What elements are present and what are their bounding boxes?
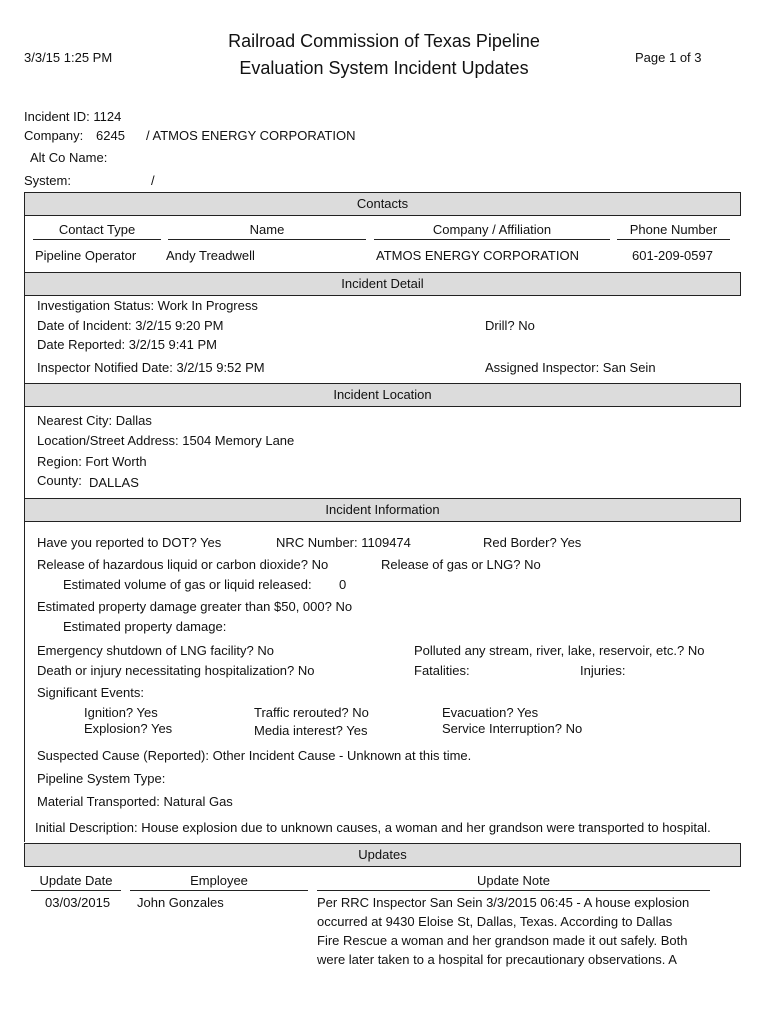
updates-col-employee: Employee	[130, 873, 308, 891]
suspected-cause: Suspected Cause (Reported): Other Incident Cause - Unknown at this time.	[37, 748, 472, 763]
page-number: Page 1 of 3	[635, 50, 702, 65]
update-note-line: Fire Rescue a woman and her grandson made it out safely. Both	[317, 933, 688, 948]
nrc-number: NRC Number: 1109474	[276, 535, 411, 550]
system-label: System:	[24, 173, 71, 188]
region: Region: Fort Worth	[37, 454, 147, 469]
fatalities-label: Fatalities:	[414, 663, 470, 678]
update-note-line: occurred at 9430 Eloise St, Dallas, Texas. According to Dallas	[317, 914, 673, 929]
nearest-city: Nearest City: Dallas	[37, 413, 152, 428]
county-value: DALLAS	[89, 475, 139, 490]
contacts-col-name: Name	[168, 222, 366, 240]
explosion-flag: Explosion? Yes	[84, 721, 173, 736]
contacts-col-contact-type: Contact Type	[33, 222, 161, 240]
material-transported: Material Transported: Natural Gas	[37, 794, 233, 809]
estimated-volume-value: 0	[339, 577, 347, 592]
contacts-col-phone: Phone Number	[617, 222, 730, 240]
company-name: / ATMOS ENERGY CORPORATION	[146, 128, 356, 143]
emergency-shutdown: Emergency shutdown of LNG facility? No	[37, 643, 274, 658]
inspector-notified-date: Inspector Notified Date: 3/2/15 9:52 PM	[37, 360, 265, 375]
updates-col-date: Update Date	[31, 873, 121, 891]
company-id: 6245	[96, 128, 125, 143]
initial-description: Initial Description: House explosion due to unknown causes, a woman and her grandson were transported to hospital.	[35, 820, 711, 835]
contact-type-cell: Pipeline Operator	[35, 248, 137, 263]
date-reported: Date Reported: 3/2/15 9:41 PM	[37, 337, 217, 352]
contacts-col-company: Company / Affiliation	[374, 222, 610, 240]
county-label: County:	[37, 473, 82, 488]
contact-name-cell: Andy Treadwell	[166, 248, 255, 263]
significant-events-label: Significant Events:	[37, 685, 144, 700]
property-damage-label: Estimated property damage:	[63, 619, 227, 634]
report-title-line1: Railroad Commission of Texas Pipeline	[228, 31, 540, 51]
incident-information-section-header: Incident Information	[24, 498, 741, 522]
assigned-inspector: Assigned Inspector: San Sein	[485, 360, 656, 375]
polluted-stream: Polluted any stream, river, lake, reservoir, etc.? No	[414, 643, 705, 658]
death-or-injury: Death or injury necessitating hospitalization? No	[37, 663, 315, 678]
pipeline-system-type: Pipeline System Type:	[37, 771, 166, 786]
traffic-rerouted-flag: Traffic rerouted? No	[254, 705, 369, 720]
service-interruption-flag: Service Interruption? No	[442, 721, 583, 736]
report-datetime: 3/3/15 1:25 PM	[24, 50, 113, 65]
update-note-line: Per RRC Inspector San Sein 3/3/2015 06:45 - A house explosion	[317, 895, 690, 910]
injuries-label: Injuries:	[580, 663, 626, 678]
release-hazardous-liquid: Release of hazardous liquid or carbon dioxide? No	[37, 557, 329, 572]
company-label: Company:	[24, 128, 84, 143]
contact-phone-cell: 601-209-0597	[632, 248, 713, 263]
red-border: Red Border? Yes	[483, 535, 582, 550]
evacuation-flag: Evacuation? Yes	[442, 705, 539, 720]
release-gas-lng: Release of gas or LNG? No	[381, 557, 541, 572]
investigation-status: Investigation Status: Work In Progress	[37, 298, 258, 313]
contacts-section-header: Contacts	[24, 192, 741, 216]
updates-col-note: Update Note	[317, 873, 710, 891]
update-date-cell: 03/03/2015	[45, 895, 111, 910]
ignition-flag: Ignition? Yes	[84, 705, 158, 720]
update-employee-cell: John Gonzales	[137, 895, 224, 910]
media-interest-flag: Media interest? Yes	[254, 723, 368, 738]
street-address: Location/Street Address: 1504 Memory Lane	[37, 433, 295, 448]
incident-id: Incident ID: 1124	[24, 109, 122, 124]
system-value: /	[151, 173, 155, 188]
date-of-incident: Date of Incident: 3/2/15 9:20 PM	[37, 318, 224, 333]
property-damage-question: Estimated property damage greater than $50, 000? No	[37, 599, 353, 614]
alt-company-label: Alt Co Name:	[30, 150, 108, 165]
incident-location-section-header: Incident Location	[24, 383, 741, 407]
estimated-volume-label: Estimated volume of gas or liquid released:	[63, 577, 312, 592]
reported-to-dot: Have you reported to DOT? Yes	[37, 535, 222, 550]
update-note-cell	[317, 893, 717, 969]
drill-flag: Drill? No	[485, 318, 535, 333]
contact-company-cell: ATMOS ENERGY CORPORATION	[376, 248, 579, 263]
update-note-line: were later taken to a hospital for precautionary observations. A	[317, 952, 677, 967]
report-title-line2: Evaluation System Incident Updates	[239, 58, 529, 78]
incident-detail-section-header: Incident Detail	[24, 272, 741, 296]
updates-section-header: Updates	[24, 843, 741, 867]
